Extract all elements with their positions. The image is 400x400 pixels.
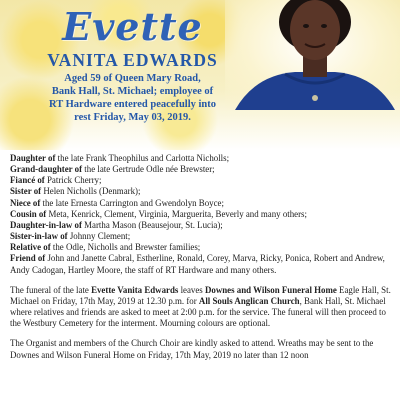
relation-label: Sister-in-law of <box>10 231 68 242</box>
relation-label: Niece of <box>10 197 41 208</box>
funeral-details <box>10 285 392 330</box>
intro-text <box>10 72 255 124</box>
relation-text: the Odle, Nicholls and Brewster families; <box>50 242 201 253</box>
closing-note: The Organist and members of the Church Choir are kindly asked to attend. Wreaths may be sent to the Downes and Wilson Funeral Home on Friday, 17th May, 2019 no later than 12 noon <box>10 338 374 360</box>
relative-line <box>10 164 392 175</box>
funeral-text: leaves <box>178 284 205 295</box>
relation-text: the late Gertrude Odle née Brewster; <box>82 164 215 175</box>
relation-text: the late Frank Theophilus and Carlotta Nicholls; <box>55 153 230 163</box>
relation-text: Meta, Kenrick, Clement, Virginia, Marguerita, Beverly and many others; <box>46 208 307 219</box>
intro-line: Bank Hall, St. Michael; employee of <box>51 86 214 97</box>
deceased-name: Evette Vanita Edwards <box>91 284 179 295</box>
relation-text: Johnny Clement; <box>67 231 131 242</box>
obituary-body <box>10 153 392 361</box>
relative-line <box>10 220 392 231</box>
sunflower-header <box>0 0 400 150</box>
relative-line <box>10 253 392 275</box>
relative-line <box>10 209 392 220</box>
relation-label: Sister of <box>10 186 42 197</box>
church-name: All Souls Anglican Church <box>198 295 300 306</box>
relation-label: Relative of <box>10 242 51 253</box>
relation-label: Friend of <box>10 253 46 264</box>
funeral-text: Eagle Hall, St. Michael on Friday, 17th May, 2019 at 12.30 p.m. for <box>10 284 391 306</box>
relative-line <box>10 153 392 164</box>
intro-line: RT Hardware entered peacefully into <box>48 99 217 110</box>
relation-label: Cousin of <box>10 208 47 219</box>
first-name-script: Evette <box>62 4 203 49</box>
funeral-text: , Bank Hall, St. Michael where relatives and friends are asked to meet at 2:00 p.m. for the service. The funeral will then proceed to the Westbury Cemetery for the interment. Mourning colours are optional. <box>10 295 386 329</box>
relation-text: John and Janette Cabral, Estherline, Ronald, Corey, Marva, Ricky, Ponica, Robert and Andrew, Andy Cadogan, Hartley Moore, the staff of RT Hardware and many others. <box>10 253 385 275</box>
relation-label: Daughter-in-law of <box>10 219 82 230</box>
name-block <box>10 2 255 124</box>
intro-line: Aged 59 of Queen Mary Road, <box>64 73 201 84</box>
relative-line <box>10 198 392 209</box>
funeral-text: The funeral of the late <box>10 284 92 295</box>
relation-text: Helen Nicholls (Denmark); <box>41 186 141 197</box>
relative-line <box>10 242 392 253</box>
relation-text: Patrick Cherry; <box>44 175 102 186</box>
relative-line <box>10 231 392 242</box>
relatives-list <box>10 153 392 276</box>
relation-label: Fiancé of <box>10 175 45 186</box>
full-name: VANITA EDWARDS <box>47 50 218 70</box>
relation-label: Grand-daughter of <box>10 164 83 175</box>
relative-line <box>10 175 392 186</box>
relation-text: the late Ernesta Carrington and Gwendolyn Boyce; <box>40 197 224 208</box>
funeral-home: Downes and Wilson Funeral Home <box>204 284 337 295</box>
relative-line <box>10 186 392 197</box>
relation-text: Martha Mason (Beausejour, St. Lucia); <box>81 219 223 230</box>
relation-label: Daughter of <box>10 153 56 163</box>
intro-line: rest Friday, May 03, 2019. <box>74 112 191 123</box>
